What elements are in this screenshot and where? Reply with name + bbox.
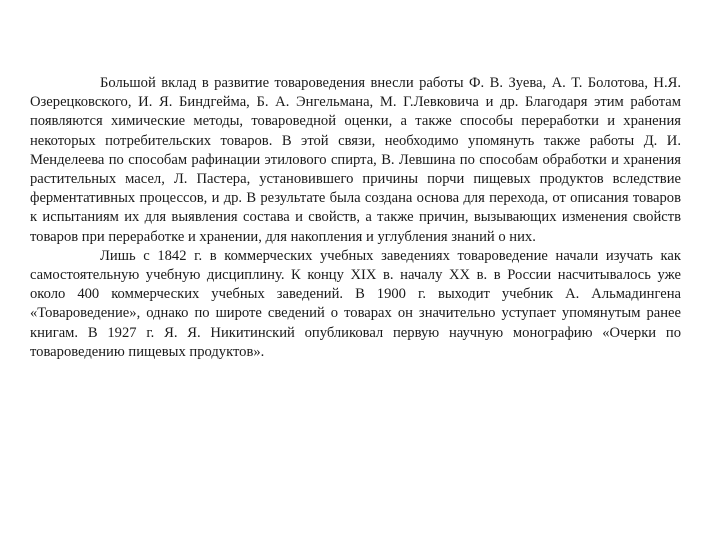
paragraph-contributions: Большой вклад в развитие товароведения внесли работы Ф. В. Зуева, А. Т. Болотова, Н.Я. Озерецковского, И. Я. Биндгейма, Б. А. Энгельмана, М. Г.Левковича и др. Благодаря этим работам появляются химические методы, товароведной оценки, а также способы переработки и хранения некоторых потребительских товаров. В этой связи, необходимо упомянуть также работы Д. И. Менделеева по способам рафинации этилового спирта, В. Левшина по способам обработки и хранения растительных масел, Л. Пастера, установившего причины порчи пищевых продуктов вследствие ферментативных процессов, и др. В результате была создана основа для перехода, от описания товаров к испытаниям их для выявления состава и свойств, а также причин, вызывающих изменения свойств товаров при переработке и хранении, для накопления и углубления знаний о них.: [30, 75, 681, 245]
document-text: [30, 74, 681, 362]
paragraph-history: Лишь с 1842 г. в коммерческих учебных заведениях товароведение начали изучать как самостоятельную учебную дисциплину. К концу XIX в. началу XX в. в России насчитывалось уже около 400 коммерческих учебных заведений. В 1900 г. выходит учебник А. Альмадингена «Товароведение», однако по широте сведений о товарах он значительно уступает упомянутым ранее книгам. В 1927 г. Я. Я. Никитинский опубликовал первую научную монографию «Очерки по товароведению пищевых продуктов».: [30, 247, 681, 360]
